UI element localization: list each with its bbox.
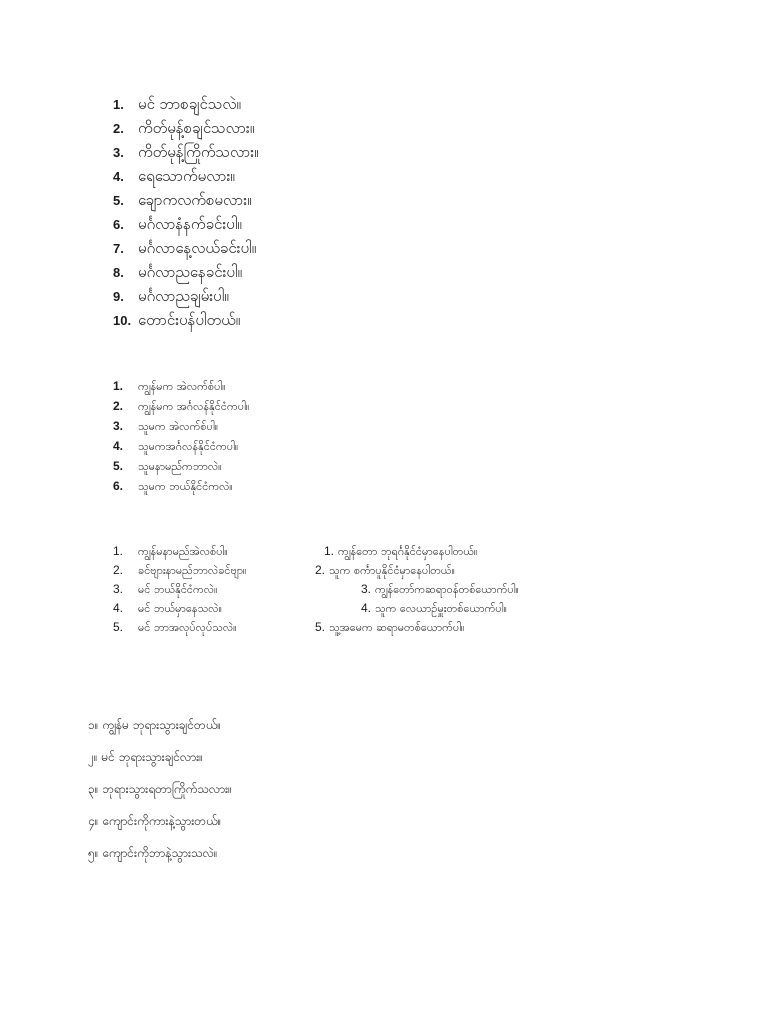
list-item bbox=[310, 542, 519, 561]
item-number: 4. bbox=[361, 601, 372, 615]
item-number: 1. bbox=[113, 379, 124, 393]
item-number: ၃။ bbox=[88, 782, 99, 796]
answer-list bbox=[310, 542, 519, 637]
item-text: ကျောင်းကိုဘာနဲ့သွားသလဲ။ bbox=[102, 846, 218, 860]
item-text: ကိတ်မုန့်ကြိုက်သလား။ bbox=[138, 143, 259, 161]
item-text: မင် ဘုရားသွားချင်လား။ bbox=[101, 750, 203, 764]
list-item bbox=[113, 542, 246, 561]
list-item bbox=[310, 618, 519, 637]
item-text: သူမနာမည်ကဘာလဲ။ bbox=[138, 460, 222, 473]
item-text: ကျွန်မက အင်္ဂလန်နိုင်ငံကပါ။ bbox=[138, 400, 250, 413]
item-text: မင်္ဂလာညချမ်းပါ။ bbox=[138, 287, 229, 305]
item-number: ၂။ bbox=[88, 750, 98, 764]
list-item bbox=[113, 164, 259, 188]
list-item bbox=[113, 92, 259, 116]
list-item bbox=[113, 561, 246, 580]
phrase-list-2 bbox=[113, 376, 249, 496]
item-number: ၄။ bbox=[88, 814, 99, 828]
item-text: ကျွန်မနာမည်အဲလစ်ပါ။ bbox=[138, 545, 228, 558]
item-number: 5. bbox=[113, 459, 124, 473]
item-number: ၁။ bbox=[88, 718, 99, 732]
question-list bbox=[113, 542, 246, 637]
list-item bbox=[113, 308, 259, 332]
item-number: 3. bbox=[361, 582, 372, 596]
item-number: 5. bbox=[113, 620, 124, 634]
item-text: ရေသောက်မလား။ bbox=[138, 167, 235, 185]
list-item bbox=[113, 140, 259, 164]
list-item bbox=[113, 580, 246, 599]
item-text: ကျောင်းကိုကားနဲ့သွားတယ်။ bbox=[102, 814, 222, 828]
item-number: 3. bbox=[113, 145, 124, 160]
list-item bbox=[113, 599, 246, 618]
item-number: 1. bbox=[113, 97, 124, 112]
item-number: 2. bbox=[315, 563, 326, 577]
item-number: 4. bbox=[113, 439, 124, 453]
item-text: မင်္ဂလာနံနက်ခင်းပါ။ bbox=[138, 215, 242, 233]
list-item bbox=[88, 841, 232, 873]
item-text: သူမက အဲလက်စ်ပါ။ bbox=[138, 420, 219, 433]
list-item bbox=[113, 376, 249, 396]
item-text: ချောကလက်စမလား။ bbox=[138, 191, 252, 209]
item-text: ကျွန်မက အဲလက်စ်ပါ။ bbox=[138, 380, 226, 393]
list-item bbox=[113, 476, 249, 496]
item-number: ၅။ bbox=[88, 846, 99, 860]
list-item bbox=[88, 745, 232, 777]
item-number: 2. bbox=[113, 563, 124, 577]
item-number: 2. bbox=[113, 399, 124, 413]
list-item bbox=[113, 116, 259, 140]
item-text: မင် ဘယ်နိုင်ငံကလဲ။ bbox=[138, 583, 218, 596]
item-number: 6. bbox=[113, 479, 124, 493]
item-number: 5. bbox=[315, 620, 326, 634]
item-text: မင် ဘယ်မှာနေသလဲ။ bbox=[138, 602, 222, 615]
list-item bbox=[88, 809, 232, 841]
item-text: မင် ဘာအလုပ်လုပ်သလဲ။ bbox=[138, 621, 237, 634]
item-text: ကျွန်တော်ကဆရာဝန်တစ်ယောက်ပါ။ bbox=[375, 583, 519, 596]
list-item bbox=[310, 580, 519, 599]
item-text: ကျွန်တော ဘုရင်္ဂနိုင်ငံမှာနေပါတယ်။ bbox=[338, 545, 478, 558]
item-number: 1. bbox=[324, 544, 335, 558]
list-item bbox=[88, 713, 232, 745]
item-number: 3. bbox=[113, 582, 124, 596]
item-text: သူမက ဘယ်နိုင်ငံကလဲ။ bbox=[138, 480, 233, 493]
list-item bbox=[310, 561, 519, 580]
list-item bbox=[113, 188, 259, 212]
item-number: 7. bbox=[113, 241, 124, 256]
item-text: တောင်းပန်ပါတယ်။ bbox=[138, 311, 241, 329]
item-text: သူ့အမေက ဆရာမတစ်ယောက်ပါ။ bbox=[329, 621, 465, 634]
list-item bbox=[113, 618, 246, 637]
list-item bbox=[113, 436, 249, 456]
item-text: ကျွန်မ ဘုရားသွားချင်တယ်။ bbox=[102, 718, 222, 732]
sentence-list bbox=[88, 713, 232, 873]
item-number: 3. bbox=[113, 419, 124, 433]
item-number: 6. bbox=[113, 217, 124, 232]
item-number: 10. bbox=[113, 313, 132, 328]
list-item bbox=[113, 212, 259, 236]
item-number: 4. bbox=[113, 169, 124, 184]
list-item bbox=[113, 456, 249, 476]
item-text: မင် ဘာစချင်သလဲ။ bbox=[138, 95, 241, 113]
item-number: 5. bbox=[113, 193, 124, 208]
list-item bbox=[113, 236, 259, 260]
list-item bbox=[113, 284, 259, 308]
item-text: ကိတ်မုန့်စချင်သလား။ bbox=[138, 119, 255, 137]
item-number: 9. bbox=[113, 289, 124, 304]
item-number: 8. bbox=[113, 265, 124, 280]
phrase-list-1 bbox=[113, 92, 259, 332]
item-number: 2. bbox=[113, 121, 124, 136]
item-text: သူက စင်္ကာပူနိုင်ငံမှာနေပါတယ်။ bbox=[329, 564, 455, 577]
item-text: သူမကအင်္ဂလန်နိုင်ငံကပါ။ bbox=[138, 440, 239, 453]
item-text: ခင်ဗျားနာမည်ဘာလဲခင်ဗျာ။ bbox=[138, 564, 247, 577]
item-text: မင်္ဂလာနေ့လယ်ခင်းပါ။ bbox=[138, 239, 257, 257]
item-text: သူက လေယာဉ်မှူးတစ်ယောက်ပါ။ bbox=[375, 602, 507, 615]
list-item bbox=[113, 396, 249, 416]
item-number: 1. bbox=[113, 544, 124, 558]
list-item bbox=[310, 599, 519, 618]
list-item bbox=[113, 260, 259, 284]
list-item bbox=[88, 777, 232, 809]
item-text: မင်္ဂလာညနေခင်းပါ။ bbox=[138, 263, 243, 281]
list-item bbox=[113, 416, 249, 436]
item-number: 4. bbox=[113, 601, 124, 615]
item-text: ဘုရားသွားရတာကြိုက်သလား။ bbox=[102, 782, 232, 796]
